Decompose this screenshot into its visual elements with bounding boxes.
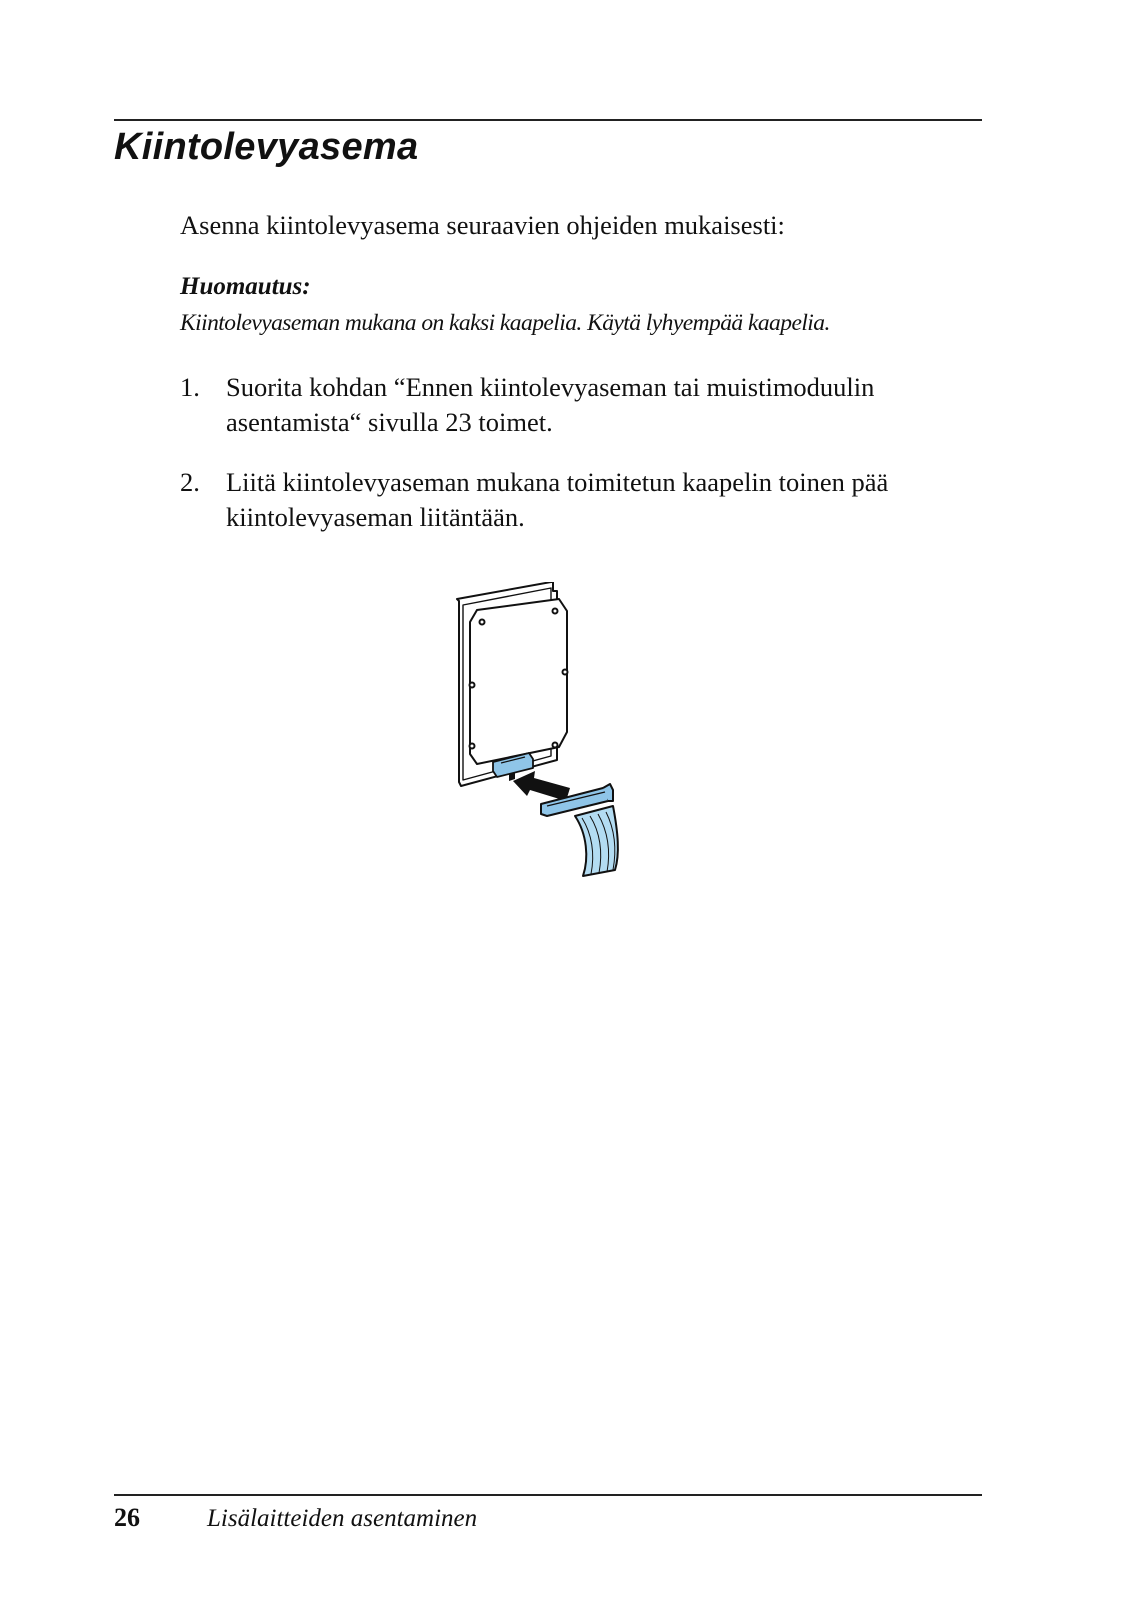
- note-heading: Huomautus:: [180, 273, 311, 300]
- cable-icon: [541, 784, 618, 876]
- note-text: Kiintolevyaseman mukana on kaksi kaapelia. Käytä lyhyempää kaapelia.: [180, 310, 830, 336]
- page-number: 26: [114, 1503, 140, 1532]
- footer-section-title: Lisälaitteiden asentaminen: [207, 1505, 478, 1532]
- arrow-icon: [513, 771, 570, 801]
- footer-rule: [114, 1494, 982, 1496]
- hard-disk-cable-illustration: [455, 582, 640, 902]
- intro-paragraph: Asenna kiintolevyasema seuraavien ohjeiden mukaisesti:: [180, 210, 785, 240]
- page-title: Kiintolevyasema: [114, 126, 419, 168]
- step-text: Suorita kohdan “Ennen kiintolevyaseman tai muistimoduulin asentamista“ sivulla 23 toimet.: [226, 372, 875, 437]
- step-text: Liitä kiintolevyaseman mukana toimitetun kaapelin toinen pää kiintolevyaseman liitäntään.: [226, 467, 889, 532]
- step-number: 2.: [180, 467, 200, 497]
- hard-disk-icon: [457, 582, 568, 786]
- step-number: 1.: [180, 372, 200, 402]
